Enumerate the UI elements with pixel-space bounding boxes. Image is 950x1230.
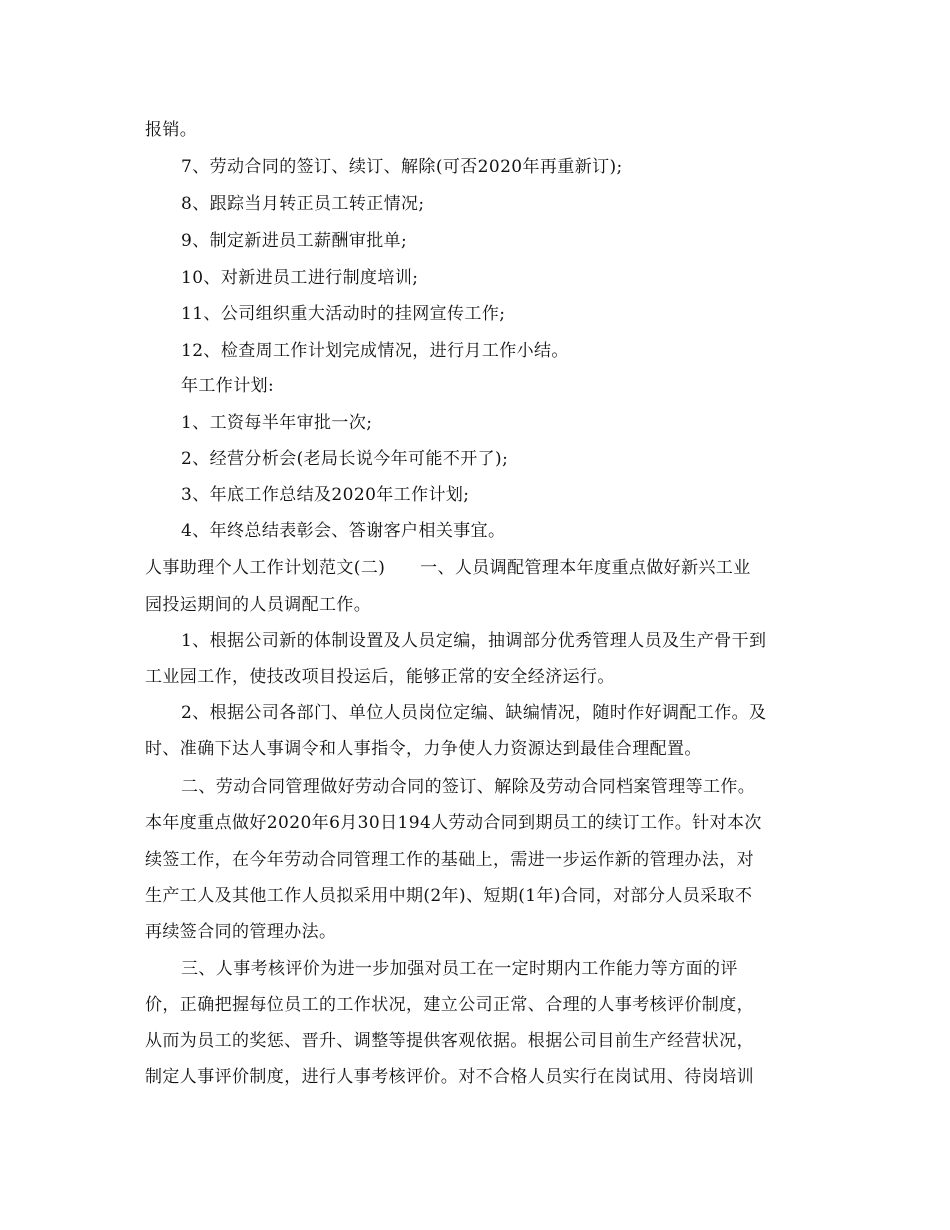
text-line: 12、检查周工作计划完成情况，进行月工作小结。 (181, 341, 569, 361)
text-line: 2、根据公司各部门、单位人员岗位定编、缺编情况，随时作好调配工作。及 (181, 703, 767, 723)
text-line: 制定人事评价制度，进行人事考核评价。对不合格人员实行在岗试用、待岗培训 (145, 1067, 754, 1087)
text-line: 9、制定新进员工薪酬审批单; (181, 231, 408, 251)
text-line: 三、人事考核评价为进一步加强对员工在一定时期内工作能力等方面的评 (181, 959, 738, 979)
text-line: 二、劳动合同管理做好劳动合同的签订、解除及劳动合同档案管理等工作。 (181, 777, 756, 797)
text-line: 11、公司组织重大活动时的挂网宣传工作; (181, 304, 506, 324)
section-heading-line: 人事助理个人工作计划范文(二) 一、人员调配管理本年度重点做好新兴工业 (145, 558, 751, 578)
text-line: 1、工资每半年审批一次; (181, 413, 373, 433)
text-line: 3、年底工作总结及2020年工作计划; (181, 485, 470, 505)
text-line: 生产工人及其他工作人员拟采用中期(2年)、短期(1年)合同，对部分人员采取不 (145, 886, 753, 906)
text-line: 从而为员工的奖惩、晋升、调整等提供客观依据。根据公司目前生产经营状况， (145, 1031, 754, 1051)
text-line: 10、对新进员工进行制度培训; (181, 268, 419, 288)
text-line: 园投运期间的人员调配工作。 (145, 595, 372, 615)
text-line: 8、跟踪当月转正员工转正情况; (181, 194, 425, 214)
text-line: 年工作计划: (181, 376, 275, 396)
text-line: 续签工作，在今年劳动合同管理工作的基础上，需进一步运作新的管理办法，对 (145, 850, 754, 870)
text-line: 工业园工作，使技改项目投运后，能够正常的安全经济运行。 (145, 667, 615, 687)
text-line: 本年度重点做好2020年6月30日194人劳动合同到期员工的续订工作。针对本次 (145, 813, 762, 833)
text-line: 7、劳动合同的签订、续订、解除(可否2020年再重新订); (181, 157, 623, 177)
text-line: 再续签合同的管理办法。 (145, 922, 337, 942)
text-line: 时、准确下达人事调令和人事指令，力争使人力资源达到最佳合理配置。 (145, 739, 702, 759)
text-line: 价，正确把握每位员工的工作状况，建立公司正常、合理的人事考核评价制度， (145, 995, 754, 1015)
text-line: 报销。 (145, 120, 198, 140)
text-line: 2、经营分析会(老局长说今年可能不开了); (181, 449, 509, 469)
text-line: 1、根据公司新的体制设置及人员定编，抽调部分优秀管理人员及生产骨干到 (181, 631, 767, 651)
text-line: 4、年终总结表彰会、答谢客户相关事宜。 (181, 521, 506, 541)
